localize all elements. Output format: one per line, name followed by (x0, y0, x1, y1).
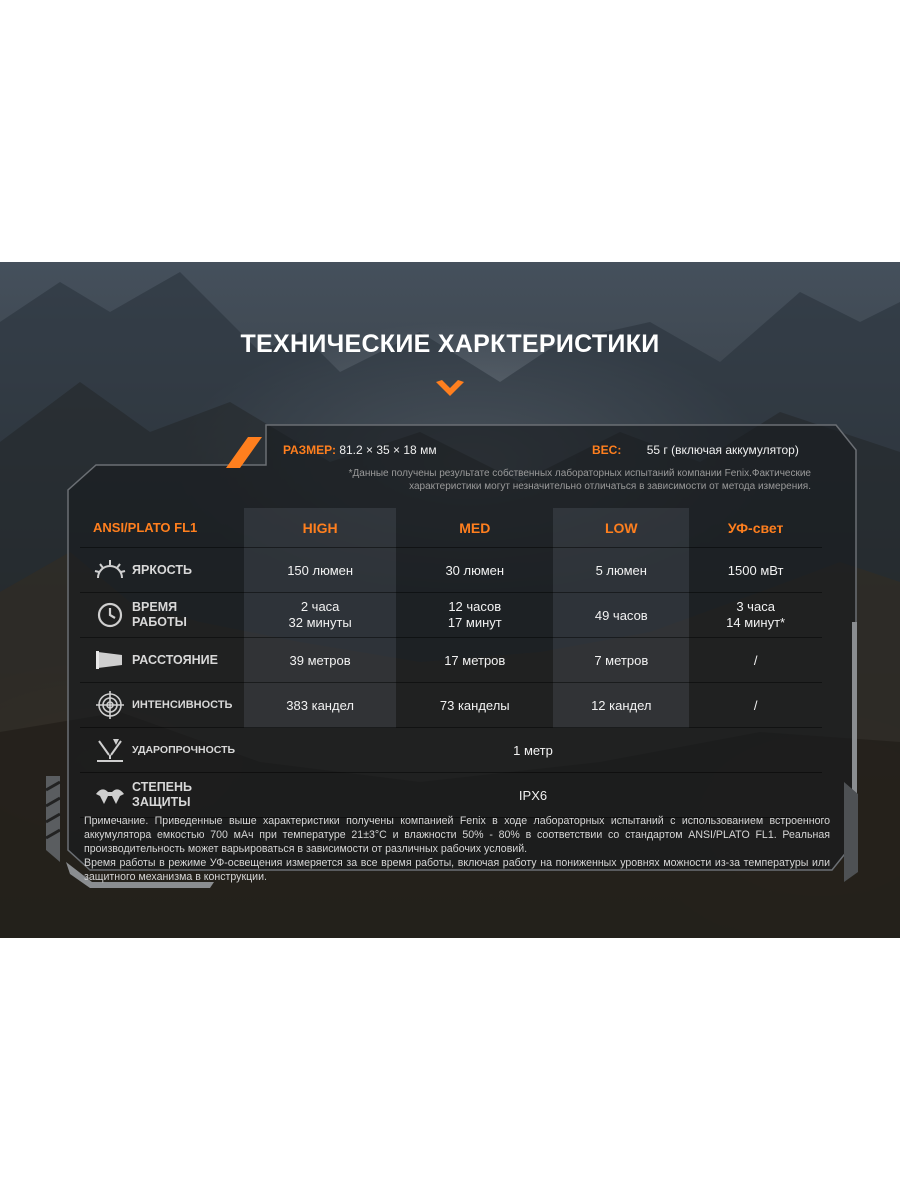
weight-label: ВЕС: (592, 443, 622, 457)
table-row (80, 773, 822, 818)
brightness-med: 30 люмен (396, 548, 553, 593)
table-header-row (80, 508, 822, 548)
table-row (80, 593, 822, 638)
table-row (80, 548, 822, 593)
measurement-note (291, 467, 811, 493)
runtime-med: 12 часов 17 минут (396, 593, 553, 638)
row-label-intensity: ИНТЕНСИВНОСТЬ (80, 683, 244, 728)
runtime-low: 49 часов (553, 593, 689, 638)
impact-value: 1 метр (244, 728, 822, 773)
distance-uv: / (689, 638, 822, 683)
weight-value: 55 г (включая аккумулятор) (646, 443, 799, 457)
intensity-high: 383 кандел (244, 683, 396, 728)
intensity-med: 73 канделы (396, 683, 553, 728)
table-row (80, 728, 822, 773)
header-standard: ANSI/PLATO FL1 (80, 508, 244, 548)
distance-med: 17 метров (396, 638, 553, 683)
size-label: РАЗМЕР: (283, 443, 336, 457)
table-row (80, 638, 822, 683)
footnote (84, 814, 830, 884)
page-title: ТЕХНИЧЕСКИЕ ХАРКТЕРИСТИКИ (240, 330, 660, 358)
header-uv: УФ-свет (689, 508, 822, 548)
row-label-impact: УДАРОПРОЧНОСТЬ (80, 728, 244, 773)
brightness-low: 5 люмен (553, 548, 689, 593)
size-info (283, 443, 437, 457)
distance-high: 39 метров (244, 638, 396, 683)
intensity-uv: / (689, 683, 822, 728)
impact-icon (94, 736, 126, 764)
spec-table (80, 508, 822, 818)
footnote-paragraph-2: Время работы в режиме УФ-освещения измеряется за все время работы, включая работу на пониженных уровнях можности из-за температуры или защитного механизма в конструкции. (84, 857, 830, 883)
header-high: HIGH (244, 508, 396, 548)
beam-distance-icon (94, 646, 126, 674)
row-label-distance: РАССТОЯНИЕ (80, 638, 244, 683)
target-icon (94, 691, 126, 719)
brightness-icon (94, 556, 126, 584)
runtime-uv: 3 часа 14 минут* (689, 593, 822, 638)
measurement-note-line1: *Данные получены результате собственных лабораторных испытаний компании Fenix.Фактические (348, 468, 811, 479)
weight-info (592, 443, 799, 457)
footnote-paragraph-1: Примечание. Приведенные выше характеристики получены компанией Fenix в ходе лабораторных испытаний с использованием встроенного аккумулятора емкостью 700 мАч при температуре 21±3°C и влажности 50% - 80% в соответствии со стандартом ANSI/PLATO FL1. Реальная производительность может варьироваться в зависимости от различных рабочих условий. (84, 815, 830, 855)
runtime-high: 2 часа 32 минуты (244, 593, 396, 638)
row-label-runtime: ВРЕМЯ РАБОТЫ (80, 593, 244, 638)
waterproof-icon (94, 781, 126, 809)
clock-icon (94, 601, 126, 629)
intensity-low: 12 кандел (553, 683, 689, 728)
distance-low: 7 метров (553, 638, 689, 683)
brightness-uv: 1500 мВт (689, 548, 822, 593)
row-label-brightness: ЯРКОСТЬ (80, 548, 244, 593)
brightness-high: 150 люмен (244, 548, 396, 593)
spec-banner (0, 262, 900, 938)
row-label-protection: СТЕПЕНЬ ЗАЩИТЫ (80, 773, 244, 818)
header-med: MED (396, 508, 553, 548)
protection-value: IPX6 (244, 773, 822, 818)
size-value: 81.2 × 35 × 18 мм (339, 443, 437, 457)
measurement-note-line2: характеристики могут незначительно отличаться в зависимости от метода измерения. (409, 481, 811, 492)
table-row (80, 683, 822, 728)
header-low: LOW (553, 508, 689, 548)
